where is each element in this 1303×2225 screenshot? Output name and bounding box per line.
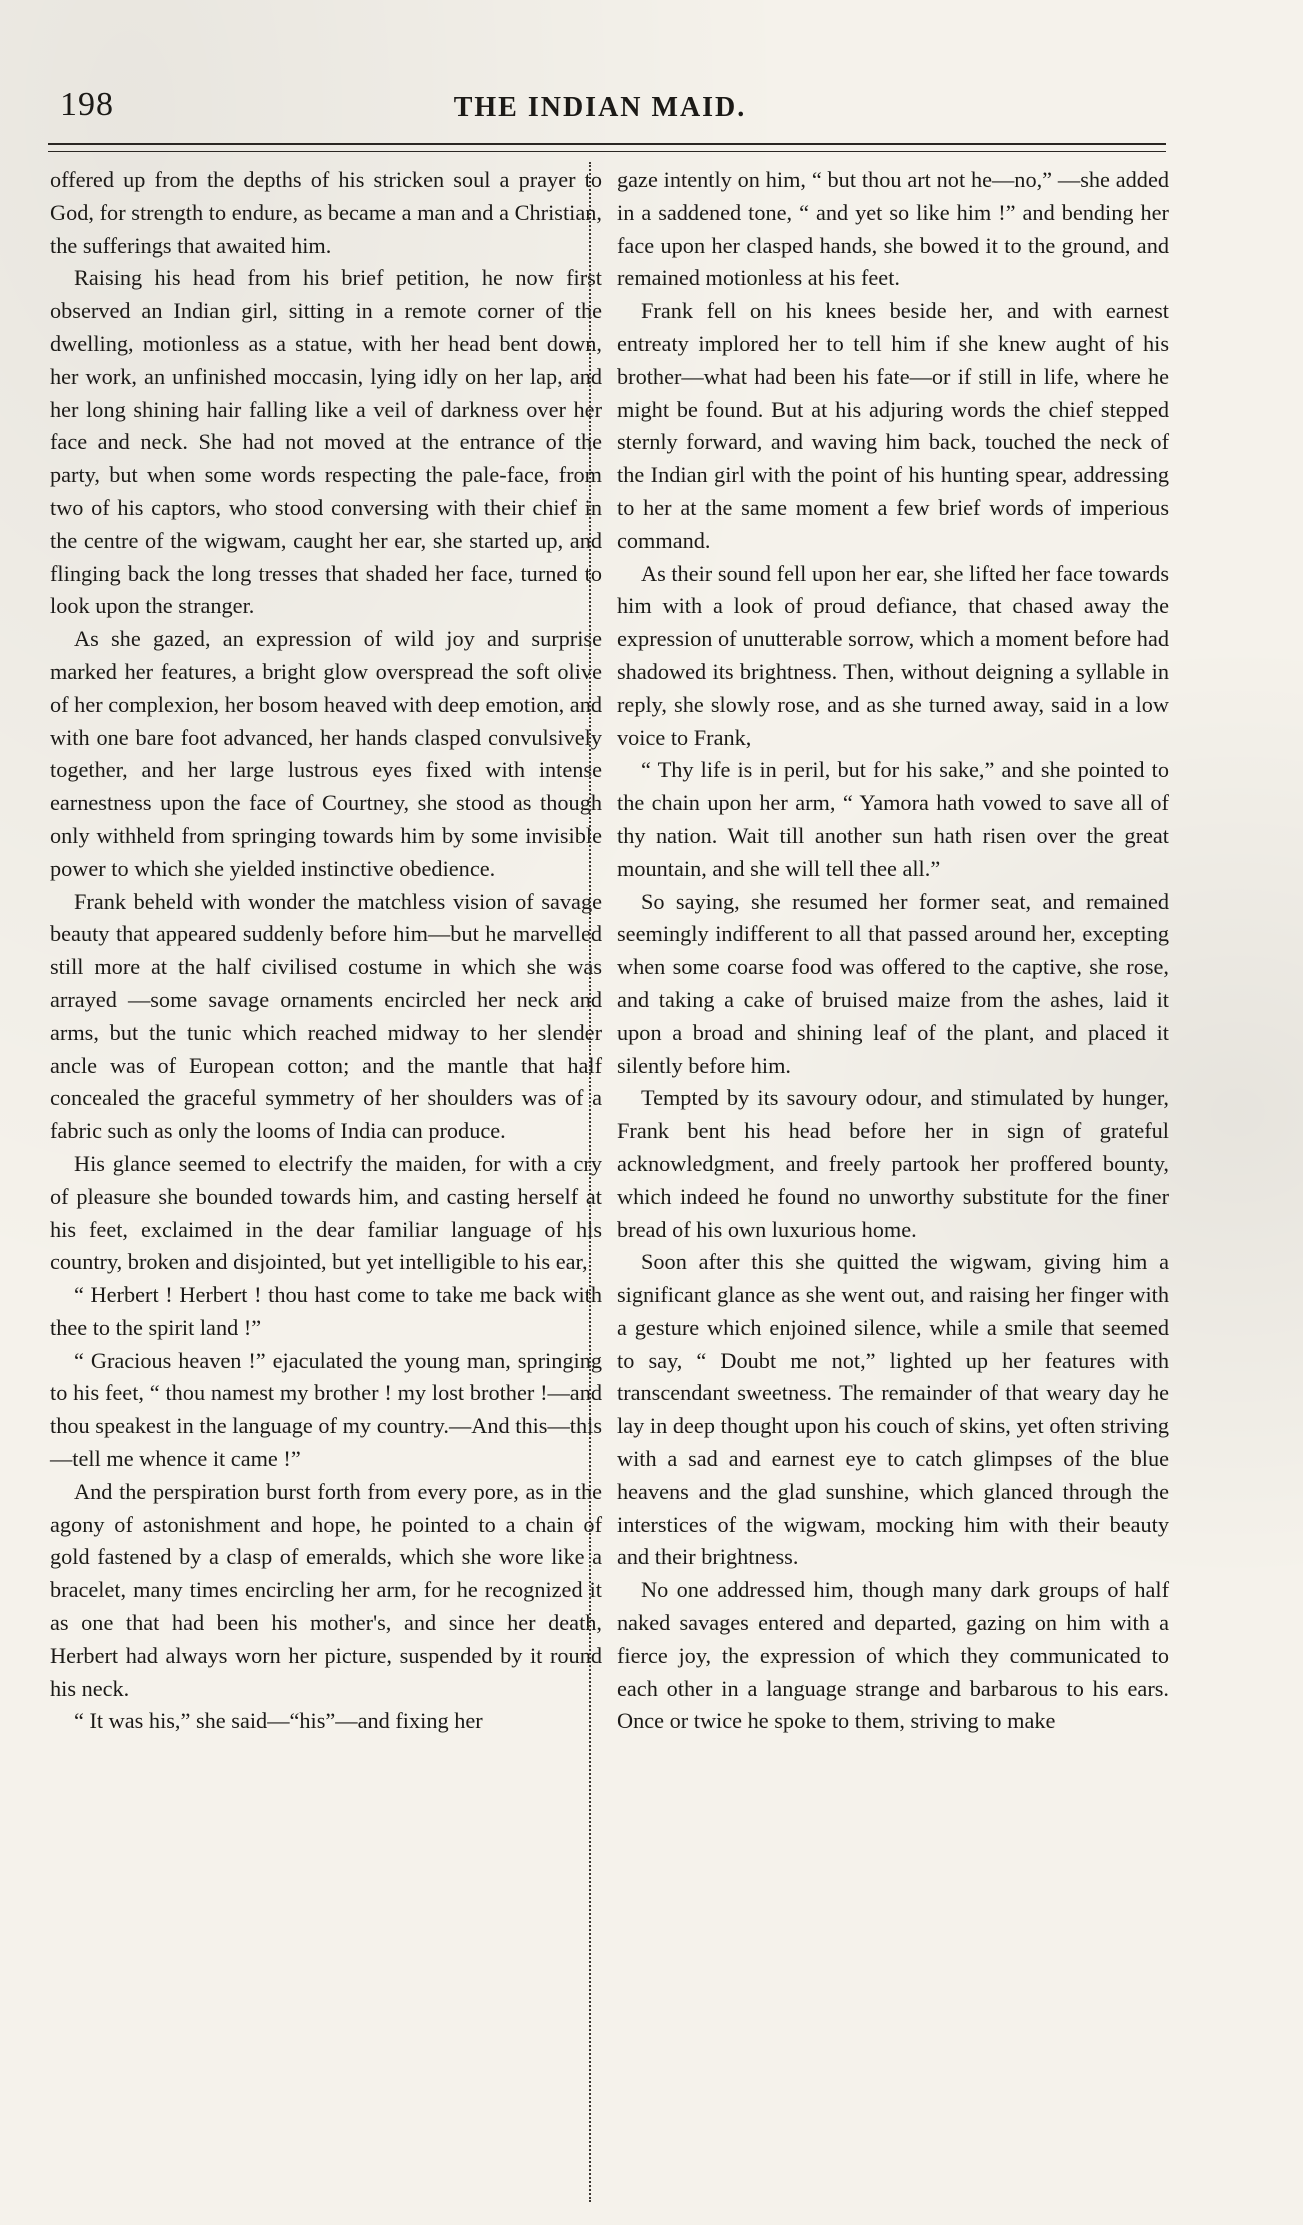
paragraph: His glance seemed to electrify the maiden, for with a cry of pleasure she bounded towards him, and casting herself at his feet, exclaimed in the dear familiar language of his country, broken and disjointed, but yet intelligible to his ear, [50,1150,602,1275]
column-divider [589,162,599,2202]
running-title: THE INDIAN MAID. [453,92,747,123]
paragraph: “ Herbert ! Herbert ! thou hast come to take me back with thee to the spirit land !” [50,1282,602,1340]
right-column [617,164,1169,1738]
paragraph: So saying, she resumed her former seat, and remained seemingly indifferent to all that passed around her, excepting when some coarse food was offered to the captive, she rose, and taking a cake of bruised maize from the ashes, laid it upon a broad and shining leaf of the plant, and placed it silently before him. [617,888,1169,1078]
paragraph: No one addressed him, though many dark groups of half naked savages entered and departed, gazing on him with a fierce joy, the expression of which they communicated to each other in a language strange and barbarous to his ears. Once or twice he spoke to them, striving to make [617,1577,1169,1734]
paragraph: As their sound fell upon her ear, she lifted her face towards him with a look of proud defiance, that chased away the expression of unutterable sorrow, which a moment before had shadowed its brightness. Then, without deigning a syllable in reply, she slowly rose, and as she turned away, said in a low voice to Frank, [617,560,1169,750]
paragraph: “ Thy life is in peril, but for his sake,” and she pointed to the chain upon her arm, “ Yamora hath vowed to save all of thy nation. Wait till another sun hath risen over the great mountain, and she will tell thee all.” [617,757,1169,881]
paragraph: And the perspiration burst forth from every pore, as in the agony of astonishment and hope, he pointed to a chain of gold fastened by a clasp of emeralds, which she wore like a bracelet, many times encircling her arm, for he recognized it as one that had been his mother's, and since her death, Herbert had always worn her picture, suspended by it round his neck. [50,1478,602,1701]
paragraph: Soon after this she quitted the wigwam, giving him a significant glance as she went out, and raising her finger with a gesture which enjoined silence, while a smile that seemed to say, “ Doubt me not,” lighted up her features with transcendant sweetness. The remainder of that weary day he lay in deep thought upon his couch of skins, yet often striving with a sad and earnest eye to catch glimpses of the blue heavens and the glad sunshine, which glanced through the interstices of the wigwam, mocking him with their beauty and their brightness. [617,1249,1169,1570]
header-rule [48,143,1166,152]
left-column [50,164,602,1738]
paragraph: “ Gracious heaven !” ejaculated the young man, springing to his feet, “ thou namest my brother ! my lost brother !—and thou speakest in the language of my country.—And this—this —tell me whence it came !” [50,1347,602,1472]
paragraph: Frank beheld with wonder the matchless vision of savage beauty that appeared suddenly before him—but he marvelled still more at the half civilised costume in which she was arrayed —some savage ornaments encircled her neck and arms, but the tunic which reached midway to her slender ancle was of European cotton; and the mantle that half concealed the graceful symmetry of her shoulders was of a fabric such as only the looms of India can produce. [50,888,602,1144]
paragraph: Tempted by its savoury odour, and stimulated by hunger, Frank bent his head before her in sign of grateful acknowledgment, and freely partook her proffered bounty, which indeed he found no unworthy substitute for the finer bread of his own luxurious home. [617,1085,1169,1242]
page-number: 198 [60,86,114,123]
paragraph: “ It was his,” she said—“his”—and fixing her [74,1708,483,1734]
paragraph: gaze intently on him, “ but thou art not he—no,” —she added in a saddened tone, “ and yet so like him !” and bending her face upon her clasped hands, she bowed it to the ground, and remained motionless at his feet. [617,167,1169,291]
paragraph: offered up from the depths of his stricken soul a prayer to God, for strength to endure, as became a man and a Christian, the sufferings that awaited him. [50,167,602,258]
paragraph: As she gazed, an expression of wild joy and surprise marked her features, a bright glow overspread the soft olive of her complexion, her bosom heaved with deep emotion, and with one bare foot advanced, her hands clasped convulsively together, and her large lustrous eyes fixed with intense earnestness upon the face of Courtney, she stood as though only withheld from springing towards him by some invisible power to which she yielded instinctive obedience. [50,626,602,881]
page-header [30,80,1170,136]
paragraph: Frank fell on his knees beside her, and with earnest entreaty implored her to tell him if she knew aught of his brother—what had been his fate—or if still in life, where he might be found. But at his adjuring words the chief stepped sternly forward, and waving him back, touched the neck of the Indian girl with the point of his hunting spear, addressing to her at the same moment a few brief words of imperious command. [617,298,1169,553]
paragraph: Raising his head from his brief petition, he now first observed an Indian girl, sitting in a remote corner of the dwelling, motionless as a statue, with her head bent down, her work, an unfinished moccasin, lying idly on her lap, and her long shining hair falling like a veil of darkness over her face and neck. She had not moved at the entrance of the party, but when some words respecting the pale-face, from two of his captors, who stood conversing with their chief in the centre of the wigwam, caught her ear, she started up, and flinging back the long tresses that shaded her face, turned to look upon the stranger. [50,265,602,619]
